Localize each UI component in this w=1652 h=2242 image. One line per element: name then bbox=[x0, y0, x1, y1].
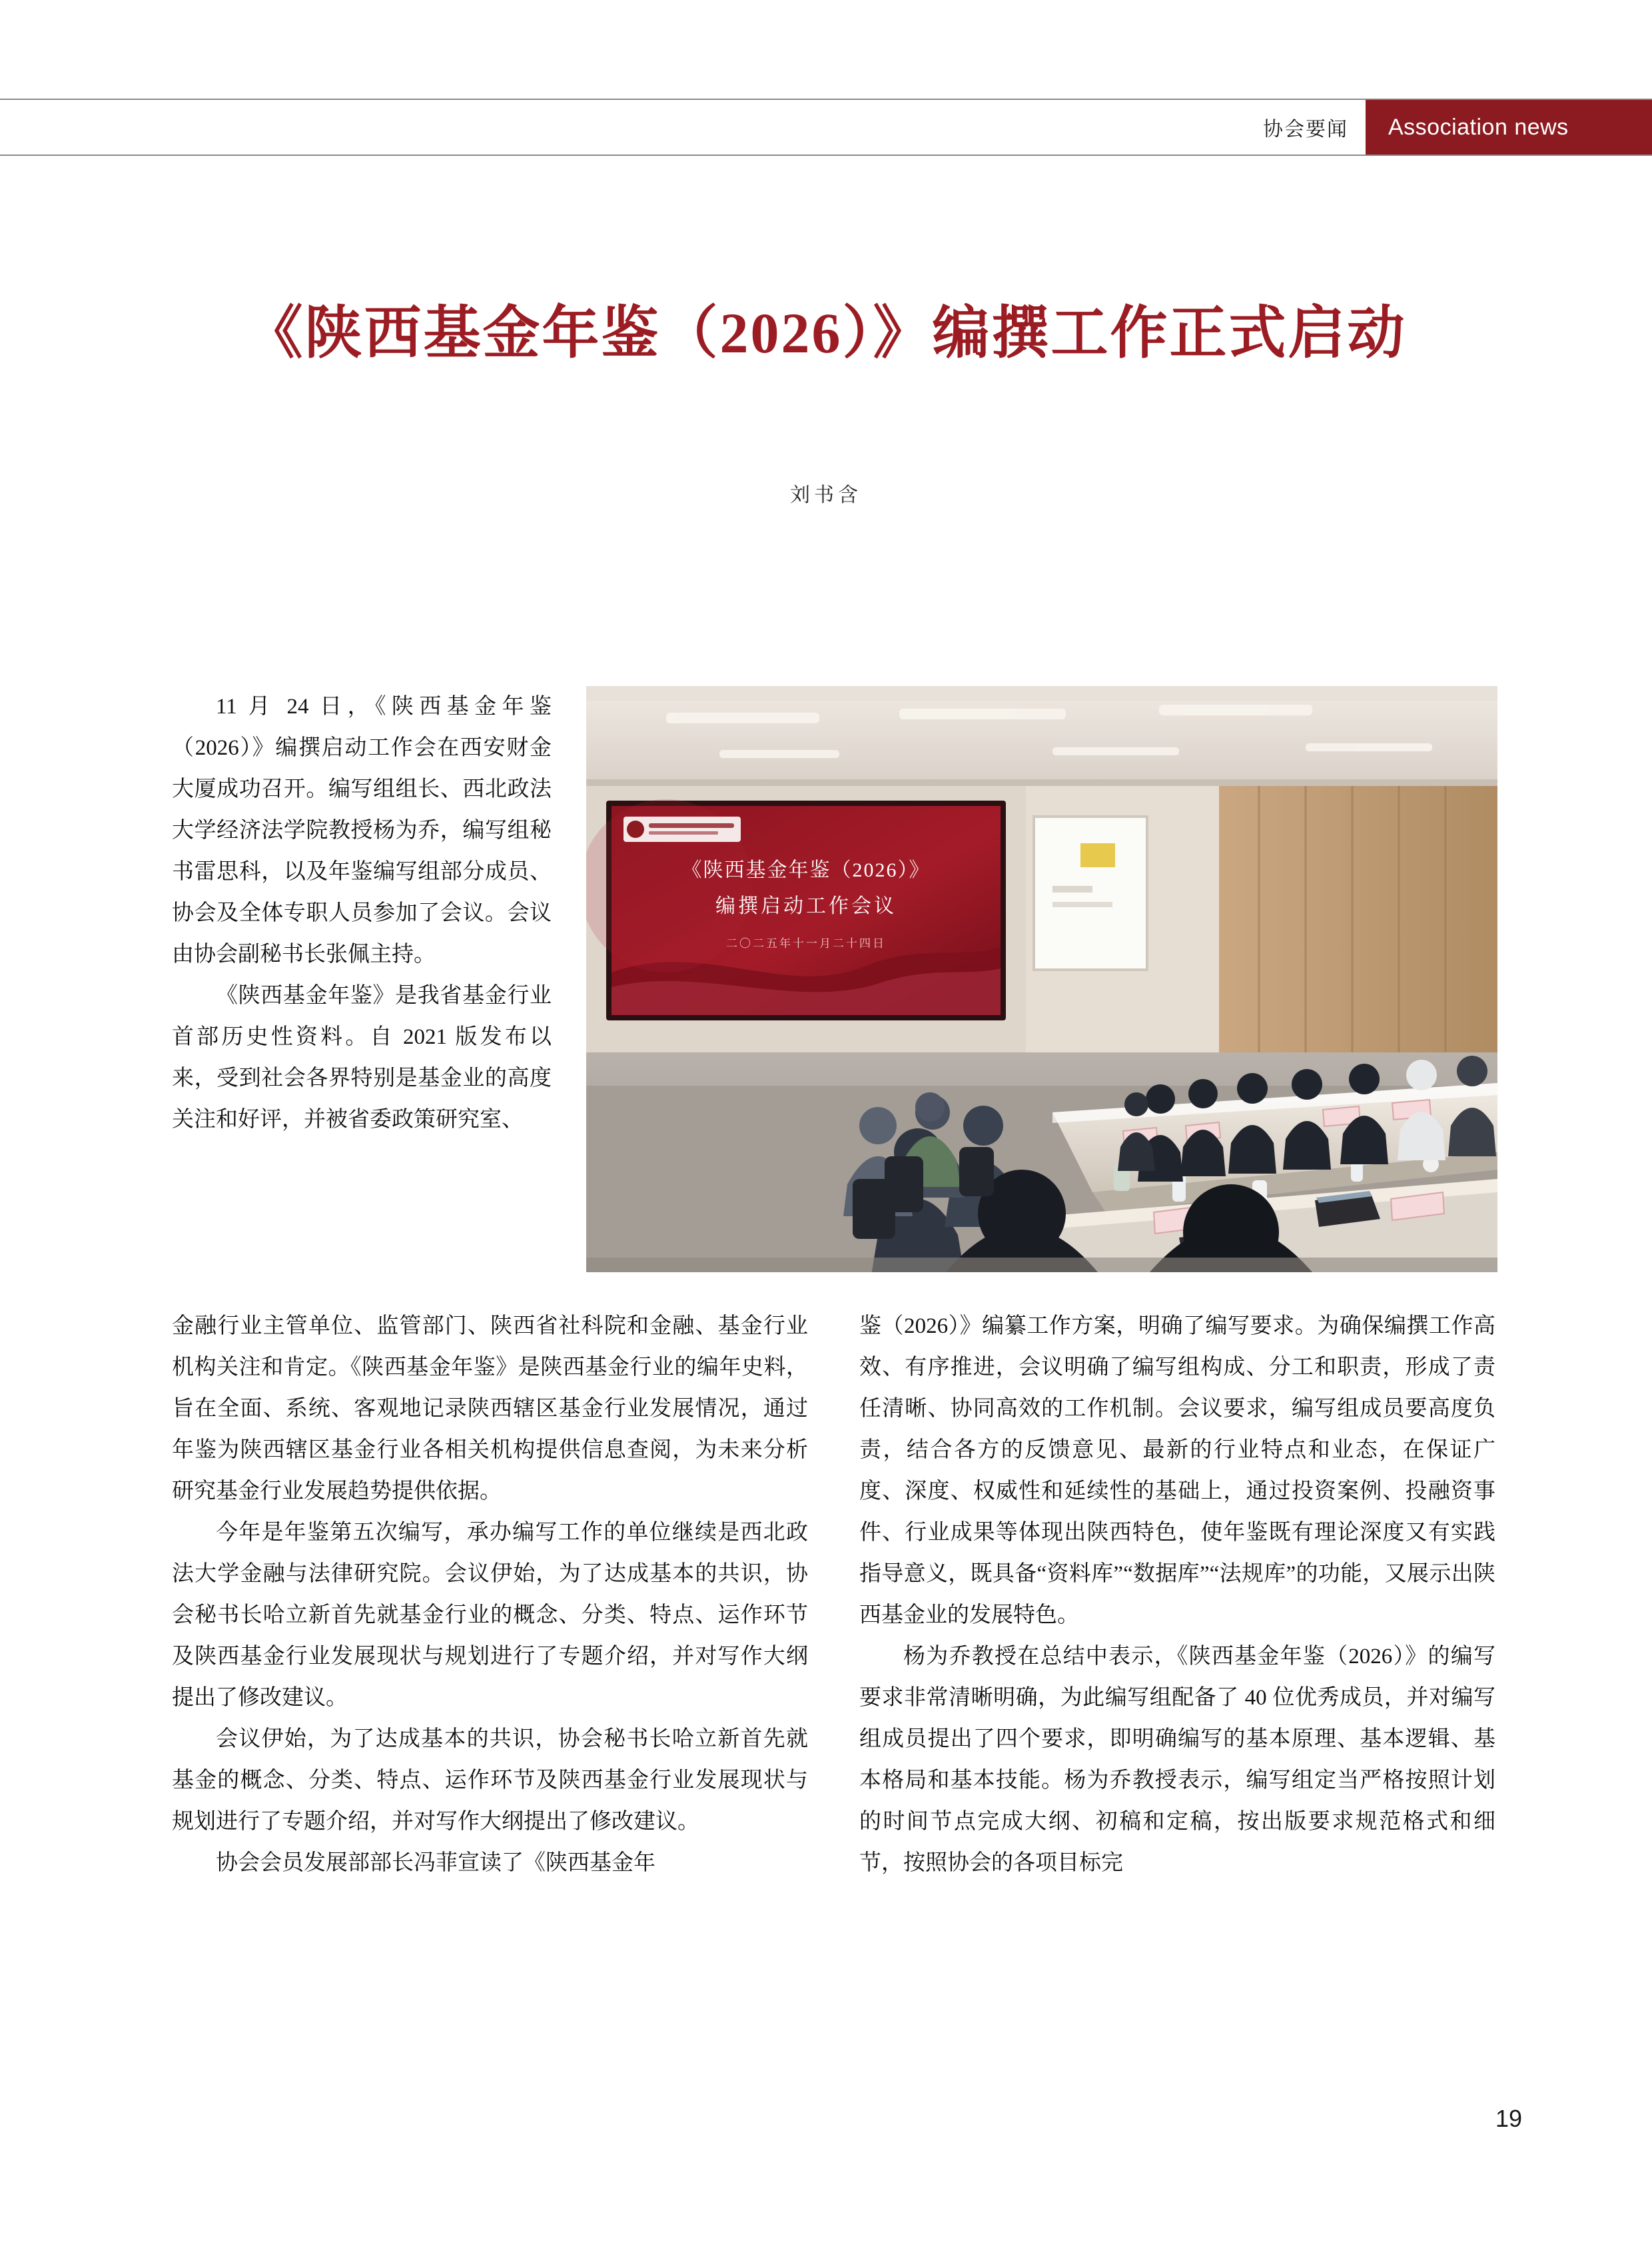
paragraph: 今年是年鉴第五次编写，承办编写工作的单位继续是西北政法大学金融与法律研究院。会议伊始，为了达成基本的共识，协会秘书长哈立新首先就基金行业的概念、分类、特点、运作环节及陕西基金行业发展现状与规划进行了专题介绍，并对写作大纲提出了修改建议。 bbox=[172, 1521, 808, 1710]
page-header bbox=[0, 99, 1652, 156]
paragraph: 会议伊始，为了达成基本的共识，协会秘书长哈立新首先就基金的概念、分类、特点、运作环节及陕西基金行业发展现状与规划进行了专题介绍，并对写作大纲提出了修改建议。 bbox=[172, 1727, 808, 1834]
paragraph: 杨为乔教授在总结中表示，《陕西基金年鉴（2026）》的编写要求非常清晰明确，为此编写组配备了 40 位优秀成员，并对编写组成员提出了四个要求，即明确编写的基本原理、基本逻辑、基本格局和基本技能。杨为乔教授表示，编写组定当严格按照计划的时间节点完成大纲、初稿和定稿，按出版要求规范格式和细节，按照协会的各项目标完 bbox=[859, 1645, 1495, 1875]
article-title: 《陕西基金年鉴（2026）》编撰工作正式启动 bbox=[245, 301, 1407, 365]
page-number: 19 bbox=[1495, 2105, 1522, 2132]
paragraph: 《陕西基金年鉴》是我省基金行业首部历史性资料。自 2021 版发布以来，受到社会各界特别是基金业的高度关注和好评，并被省委政策研究室、 bbox=[172, 984, 552, 1132]
header-section-cn: 协会要闻 bbox=[1236, 100, 1366, 155]
body-column-left-bottom bbox=[172, 1306, 808, 1884]
header-section-group bbox=[1236, 100, 1652, 155]
body-column-left-top bbox=[172, 686, 552, 1140]
article-author: 刘书含 bbox=[790, 484, 862, 506]
svg-text:编撰启动工作会议: 编撰启动工作会议 bbox=[715, 895, 897, 917]
header-section-en: Association news bbox=[1366, 100, 1652, 155]
paragraph: 鉴（2026）》编纂工作方案，明确了编写要求。为确保编撰工作高效、有序推进，会议明确了编写组构成、分工和职责，形成了责任清晰、协同高效的工作机制。会议要求，编写组成员要高度负责，结合各方的反馈意见、最新的行业特点和业态，在保证广度、深度、权威性和延续性的基础上，通过投资案例、投融资事件、行业成果等体现出陕西特色，使年鉴既有理论深度又有实践指导意义，既具备“资料库”“数据库”“法规库”的功能，又展示出陕西基金业的发展特色。 bbox=[859, 1314, 1495, 1627]
svg-text:《陕西基金年鉴（2026）》: 《陕西基金年鉴（2026）》 bbox=[681, 859, 931, 881]
body-column-right bbox=[859, 1306, 1495, 1884]
paragraph: 金融行业主管单位、监管部门、陕西省社科院和金融、基金行业机构关注和肯定。《陕西基金年鉴》是陕西基金行业的编年史料，旨在全面、系统、客观地记录陕西辖区基金行业发展情况，通过年鉴为陕西辖区基金行业各相关机构提供信息查阅，为未来分析研究基金行业发展趋势提供依据。 bbox=[172, 1314, 808, 1503]
svg-text:二〇二五年十一月二十四日: 二〇二五年十一月二十四日 bbox=[726, 937, 886, 950]
paragraph: 11 月 24 日，《陕西基金年鉴（2026）》编撰启动工作会在西安财金大厦成功召开。编写组组长、西北政法大学经济法学院教授杨为乔，编写组秘书雷思科，以及年鉴编写组部分成员、协会及全体专职人员参加了会议。会议由协会副秘书长张佩主持。 bbox=[172, 695, 552, 966]
conference-photo-illustration bbox=[586, 686, 1497, 1272]
article-photo bbox=[586, 686, 1497, 1272]
paragraph: 协会会员发展部部长冯菲宣读了《陕西基金年 bbox=[216, 1851, 655, 1875]
